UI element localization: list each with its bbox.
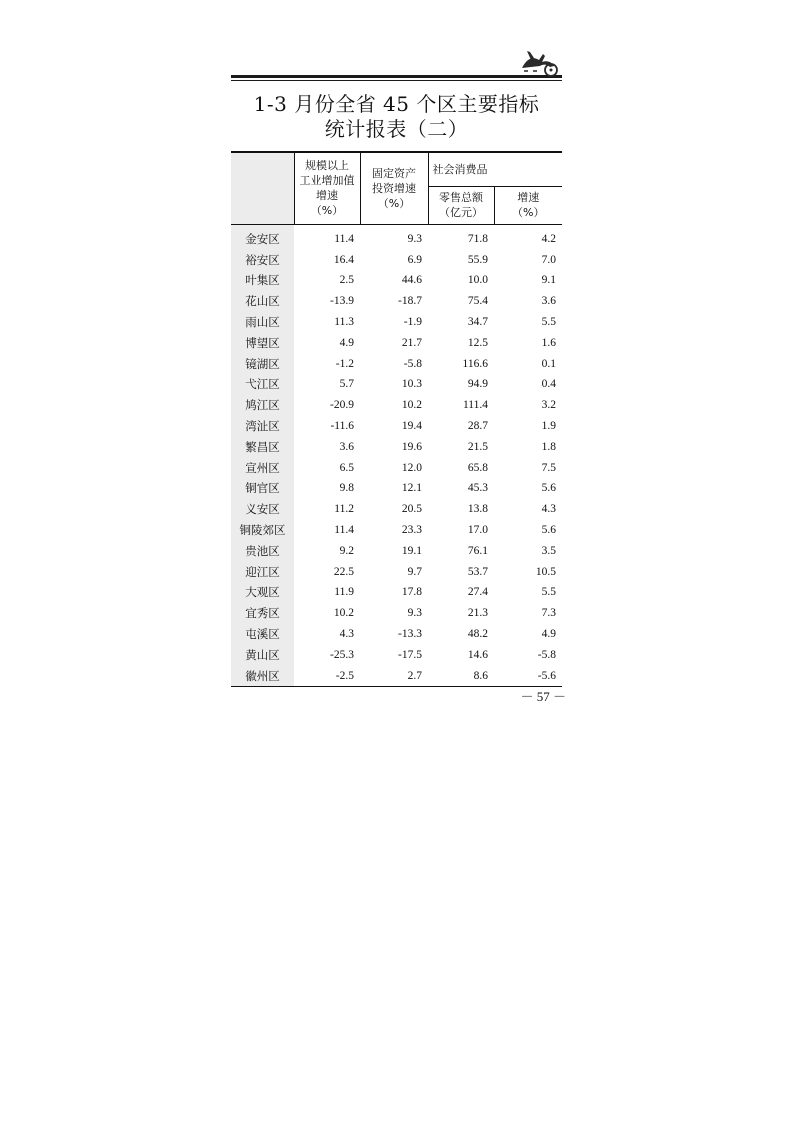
- retail-total-value: 21.5: [467, 440, 488, 453]
- retail-growth-value: 1.8: [541, 440, 556, 453]
- industry-growth-value: 2.5: [339, 274, 354, 287]
- industry-growth-value: 11.4: [334, 524, 354, 537]
- table-row: [231, 624, 562, 645]
- table-body: [231, 224, 562, 687]
- investment-growth-value: 21.7: [401, 336, 422, 349]
- district-name: 铜官区: [231, 478, 294, 499]
- table-row: [231, 499, 562, 520]
- industry-growth-value: 10.2: [333, 607, 354, 620]
- industry-growth-value: 11.4: [334, 232, 354, 245]
- district-name: 繁昌区: [231, 436, 294, 457]
- table-row: [231, 436, 562, 457]
- district-name: 博望区: [231, 332, 294, 353]
- retail-total-value: 28.7: [467, 420, 488, 433]
- investment-growth-value: -18.7: [398, 295, 422, 308]
- district-name: 贵池区: [231, 540, 294, 561]
- page-title: [231, 92, 562, 142]
- district-name: 宣州区: [231, 457, 294, 478]
- industry-growth-value: 5.7: [339, 378, 354, 391]
- retail-growth-value: 3.5: [541, 544, 556, 557]
- retail-growth-value: 5.5: [541, 316, 556, 329]
- district-name: 金安区: [231, 224, 294, 249]
- retail-growth-value: 3.2: [541, 399, 556, 412]
- industry-growth-value: -20.9: [330, 399, 354, 412]
- retail-total-value: 48.2: [467, 628, 488, 641]
- retail-total-value: 116.6: [462, 357, 488, 370]
- retail-total-value: 45.3: [467, 482, 488, 495]
- district-name: 鸠江区: [231, 395, 294, 416]
- retail-total-value: 10.0: [467, 274, 488, 287]
- industry-growth-value: 6.5: [339, 461, 354, 474]
- header-retail-total-line-1: 零售总额: [439, 191, 483, 204]
- industry-growth-value: -11.6: [330, 420, 354, 433]
- retail-growth-value: 7.0: [541, 253, 556, 266]
- table-row: [231, 416, 562, 437]
- table-row: [231, 395, 562, 416]
- investment-growth-value: 12.1: [401, 482, 422, 495]
- district-name: 花山区: [231, 291, 294, 312]
- retail-total-value: 13.8: [467, 503, 488, 516]
- header-industry-line-2: 工业增加值: [299, 174, 355, 188]
- investment-growth-value: 9.7: [407, 565, 422, 578]
- page-number: － 57 －: [520, 689, 566, 704]
- district-name: 雨山区: [231, 312, 294, 333]
- title-line-1: 1-3 月份全省 45 个区主要指标: [253, 92, 540, 116]
- district-name: 徽州区: [231, 665, 294, 686]
- table-row: [231, 353, 562, 374]
- table-row: [231, 224, 562, 249]
- retail-growth-value: 0.4: [541, 378, 556, 391]
- industry-growth-value: -1.2: [335, 357, 354, 370]
- industry-growth-value: 9.8: [339, 482, 354, 495]
- district-name: 宜秀区: [231, 603, 294, 624]
- investment-growth-value: -1.9: [403, 316, 422, 329]
- table-row: [231, 332, 562, 353]
- indicator-table: [231, 151, 562, 687]
- industry-growth-value: -25.3: [330, 648, 354, 661]
- district-name: 镜湖区: [231, 353, 294, 374]
- retail-total-value: 65.8: [467, 461, 488, 474]
- district-name: 叶集区: [231, 270, 294, 291]
- investment-growth-value: 23.3: [401, 524, 422, 537]
- header-retail-total-line-2: （亿元）: [439, 206, 483, 219]
- table-row: [231, 561, 562, 582]
- chariot-logo-icon: [519, 46, 563, 78]
- investment-growth-value: 17.8: [401, 586, 422, 599]
- header-retail-growth-line-2: （%）: [512, 206, 545, 219]
- district-name: 湾沚区: [231, 416, 294, 437]
- retail-growth-value: -5.6: [494, 665, 562, 686]
- table-row: [231, 644, 562, 665]
- retail-total-value: 8.6: [428, 665, 494, 686]
- retail-total-value: 21.3: [467, 607, 488, 620]
- investment-growth-value: 2.7: [360, 665, 428, 686]
- investment-growth-value: 19.1: [401, 544, 422, 557]
- industry-growth-value: 4.3: [339, 628, 354, 641]
- retail-growth-value: 4.9: [541, 628, 556, 641]
- investment-growth-value: 9.3: [407, 607, 422, 620]
- investment-growth-value: -13.3: [398, 628, 422, 641]
- retail-growth-value: -5.8: [537, 648, 556, 661]
- header-rule-thin: [231, 80, 562, 81]
- retail-growth-value: 4.3: [541, 503, 556, 516]
- header-rule-thick: [231, 75, 562, 78]
- district-name: 屯溪区: [231, 624, 294, 645]
- table-row: [231, 312, 562, 333]
- retail-growth-value: 5.6: [541, 482, 556, 495]
- industry-growth-value: 16.4: [333, 253, 354, 266]
- header-retail-growth-line-1: 增速: [517, 191, 540, 204]
- retail-total-value: 75.4: [467, 295, 488, 308]
- industry-growth-value: 4.9: [339, 336, 354, 349]
- retail-total-value: 111.4: [462, 399, 488, 412]
- investment-growth-value: 12.0: [401, 461, 422, 474]
- retail-total-value: 76.1: [467, 544, 488, 557]
- investment-growth-value: -17.5: [398, 648, 422, 661]
- district-name: 大观区: [231, 582, 294, 603]
- table-row: [231, 478, 562, 499]
- district-name: 铜陵郊区: [231, 520, 294, 541]
- industry-growth-value: 3.6: [339, 440, 354, 453]
- table-row: [231, 603, 562, 624]
- header-investment-line-1: 固定资产: [372, 166, 416, 180]
- header-industry-line-1: 规模以上: [305, 159, 349, 173]
- header-retail-total: [428, 186, 494, 224]
- investment-growth-value: 6.9: [407, 253, 422, 266]
- district-name: 裕安区: [231, 249, 294, 270]
- header-industry: [294, 152, 360, 224]
- header-industry-line-3: 增速: [316, 189, 338, 203]
- investment-growth-value: 20.5: [401, 503, 422, 516]
- retail-growth-value: 4.2: [541, 232, 556, 245]
- industry-growth-value: 11.3: [334, 316, 354, 329]
- retail-total-value: 53.7: [467, 565, 488, 578]
- retail-growth-value: 1.9: [541, 420, 556, 433]
- retail-growth-value: 1.6: [541, 336, 556, 349]
- retail-total-value: 94.9: [467, 378, 488, 391]
- header-investment-line-2: 投资增速: [372, 181, 416, 195]
- investment-growth-value: 9.3: [407, 232, 422, 245]
- title-line-2: 统计报表（二）: [324, 117, 469, 141]
- table-row: [231, 249, 562, 270]
- retail-total-value: 12.5: [467, 336, 488, 349]
- table-row: [231, 457, 562, 478]
- table-row: [231, 582, 562, 603]
- district-name: 迎江区: [231, 561, 294, 582]
- table-row: [231, 540, 562, 561]
- retail-growth-value: 5.6: [541, 524, 556, 537]
- district-name: 义安区: [231, 499, 294, 520]
- retail-growth-value: 0.1: [541, 357, 556, 370]
- retail-total-value: 55.9: [467, 253, 488, 266]
- header-industry-line-4: （%）: [310, 204, 344, 218]
- table-row: [231, 520, 562, 541]
- retail-total-value: 71.8: [467, 232, 488, 245]
- header-investment-line-3: （%）: [377, 196, 411, 210]
- header-retail-group: 社会消费品: [428, 152, 562, 186]
- retail-growth-value: 7.5: [541, 461, 556, 474]
- retail-total-value: 34.7: [467, 316, 488, 329]
- investment-growth-value: 10.2: [401, 399, 422, 412]
- retail-growth-value: 10.5: [535, 565, 556, 578]
- header-retail-growth: [494, 186, 562, 224]
- retail-growth-value: 5.5: [541, 586, 556, 599]
- industry-growth-value: 11.9: [334, 586, 354, 599]
- retail-growth-value: 7.3: [541, 607, 556, 620]
- industry-growth-value: -13.9: [330, 295, 354, 308]
- header-blank-cell: [231, 152, 294, 224]
- investment-growth-value: 19.6: [401, 440, 422, 453]
- investment-growth-value: 19.4: [401, 420, 422, 433]
- industry-growth-value: 22.5: [333, 565, 354, 578]
- industry-growth-value: 11.2: [334, 503, 354, 516]
- table-row: [231, 374, 562, 395]
- industry-growth-value: 9.2: [339, 544, 354, 557]
- district-name: 弋江区: [231, 374, 294, 395]
- retail-total-value: 27.4: [467, 586, 488, 599]
- table-row: [231, 270, 562, 291]
- table-row: [231, 665, 562, 686]
- investment-growth-value: -5.8: [403, 357, 422, 370]
- investment-growth-value: 44.6: [401, 274, 422, 287]
- retail-total-value: 14.6: [467, 648, 488, 661]
- table-row: [231, 291, 562, 312]
- retail-growth-value: 3.6: [541, 295, 556, 308]
- retail-total-value: 17.0: [467, 524, 488, 537]
- industry-growth-value: -2.5: [294, 665, 360, 686]
- district-name: 黄山区: [231, 644, 294, 665]
- header-investment: [360, 152, 428, 224]
- retail-growth-value: 9.1: [541, 274, 556, 287]
- investment-growth-value: 10.3: [401, 378, 422, 391]
